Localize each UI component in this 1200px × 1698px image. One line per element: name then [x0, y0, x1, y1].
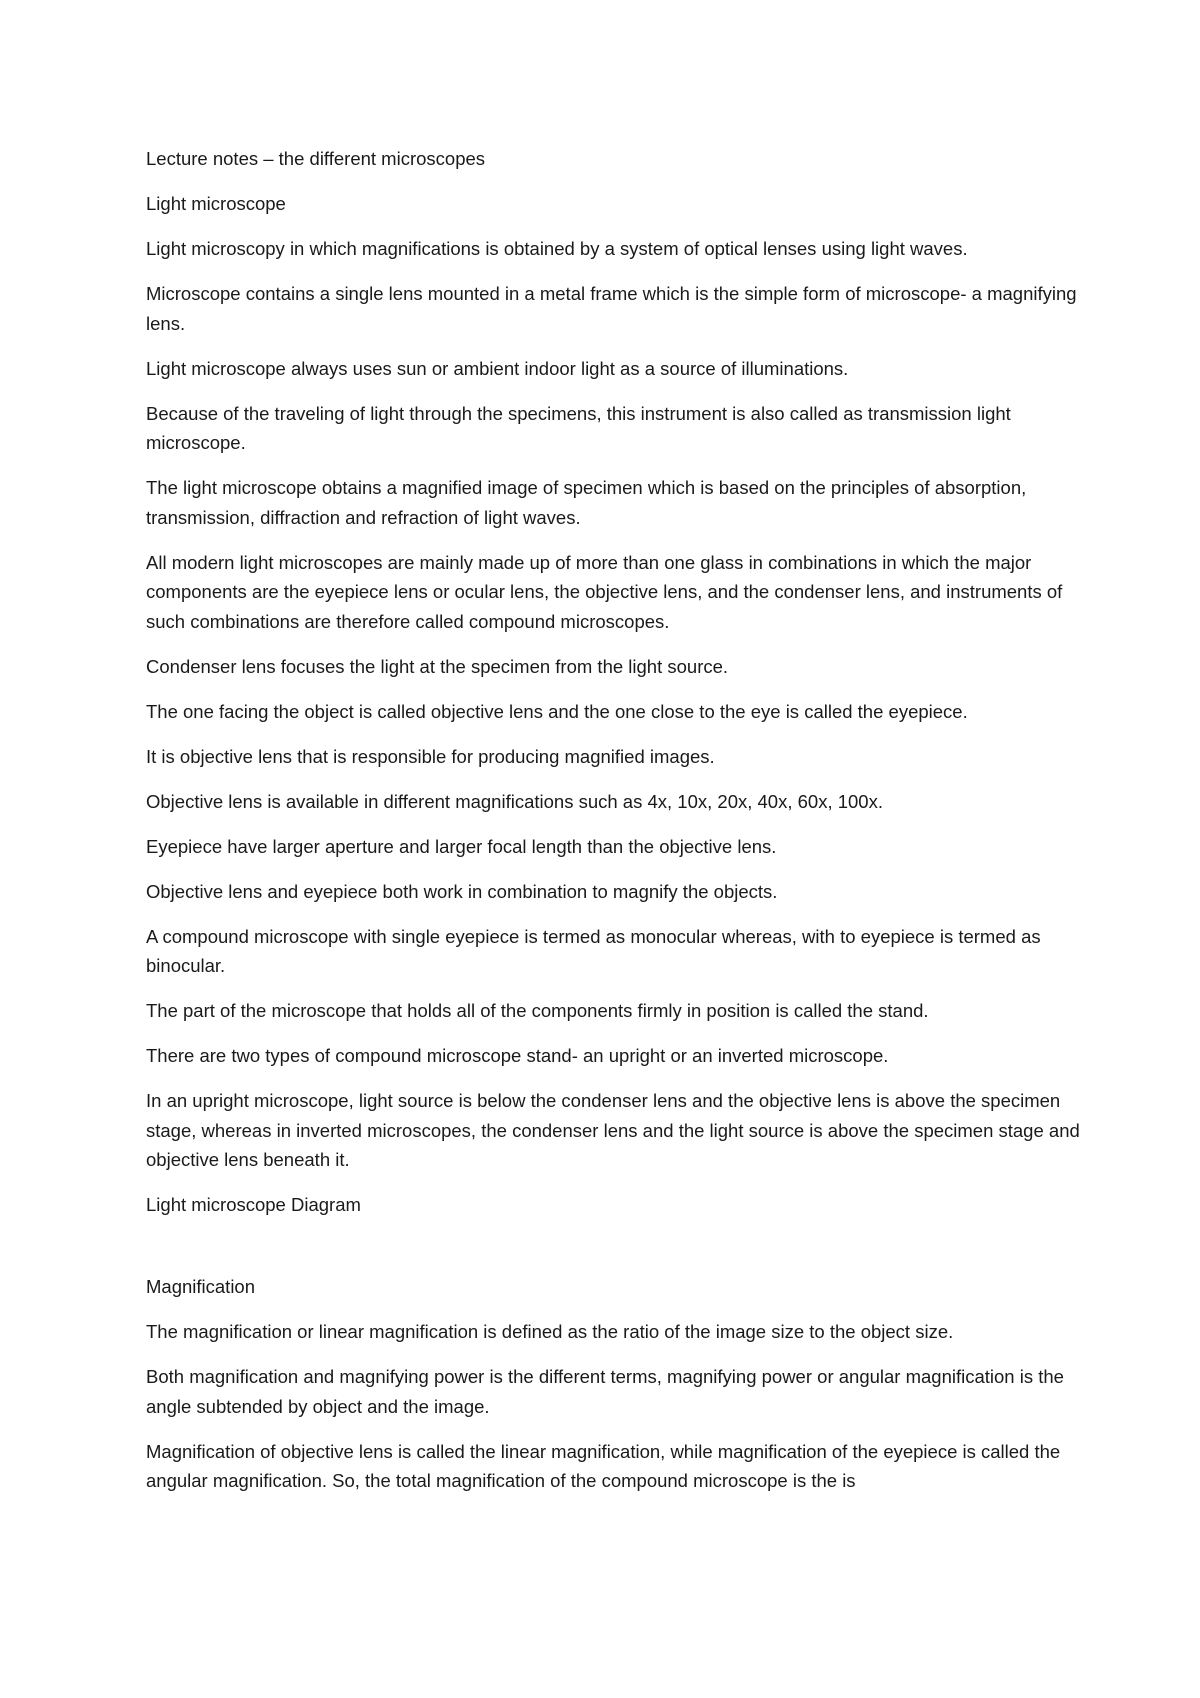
- paragraph: Objective lens and eyepiece both work in combination to magnify the objects.: [146, 880, 778, 902]
- paragraph: Light microscope always uses sun or ambient indoor light as a source of illuminations.: [146, 357, 849, 379]
- paragraph: There are two types of compound microscope stand- an upright or an inverted microscope.: [146, 1045, 889, 1066]
- paragraph: It is objective lens that is responsible for producing magnified images.: [146, 745, 715, 767]
- paragraph: Light microscopy in which magnifications is obtained by a system of optical lenses using light waves.: [146, 238, 968, 259]
- diagram-space: [146, 1235, 1080, 1272]
- paragraph: A compound microscope with single eyepiece is termed as monocular whereas, with to eyepiece is termed as binocular.: [146, 925, 1041, 976]
- paragraph: The part of the microscope that holds all of the components firmly in position is called the stand.: [146, 1000, 929, 1021]
- paragraph: All modern light microscopes are mainly made up of more than one glass in combinations in which the major components are the eyepiece lens or ocular lens, the objective lens, and the condenser lens, and instruments of such combinations are therefore called compound microscopes.: [146, 551, 1063, 632]
- section-heading-magnification: Magnification: [146, 1276, 256, 1297]
- paragraph: Because of the traveling of light through the specimens, this instrument is also called as transmission light microscope.: [146, 402, 1011, 453]
- paragraph: The one facing the object is called objective lens and the one close to the eye is called the eyepiece.: [146, 700, 968, 722]
- paragraph: Eyepiece have larger aperture and larger focal length than the objective lens.: [146, 835, 777, 857]
- document-body: [146, 144, 1080, 1496]
- paragraph: In an upright microscope, light source is below the condenser lens and the objective lens is above the specimen stage, whereas in inverted microscopes, the condenser lens and the light source is above the specimen stage and objective lens beneath it.: [146, 1090, 1080, 1170]
- paragraph: The magnification or linear magnification is defined as the ratio of the image size to the object size.: [146, 1321, 954, 1342]
- diagram-caption: Light microscope Diagram: [146, 1194, 361, 1215]
- paragraph: Microscope contains a single lens mounted in a metal frame which is the simple form of microscope- a magnifying lens.: [146, 283, 1077, 334]
- paragraph: Condenser lens focuses the light at the specimen from the light source.: [146, 655, 729, 677]
- paragraph: The light microscope obtains a magnified image of specimen which is based on the principles of absorption, transmission, diffraction and refraction of light waves.: [146, 477, 1027, 528]
- paragraph: Objective lens is available in different magnifications such as 4x, 10x, 20x, 40x, 60x, 100x.: [146, 790, 883, 812]
- section-heading-light-microscope: Light microscope: [146, 193, 286, 214]
- paragraph: Both magnification and magnifying power is the different terms, magnifying power or angular magnification is the angle subtended by object and the image.: [146, 1366, 1064, 1417]
- document-title: Lecture notes – the different microscopes: [146, 148, 486, 169]
- paragraph: Magnification of objective lens is called the linear magnification, while magnification of the eyepiece is called the angular magnification. So, the total magnification of the compound microscope is the is: [146, 1440, 1061, 1491]
